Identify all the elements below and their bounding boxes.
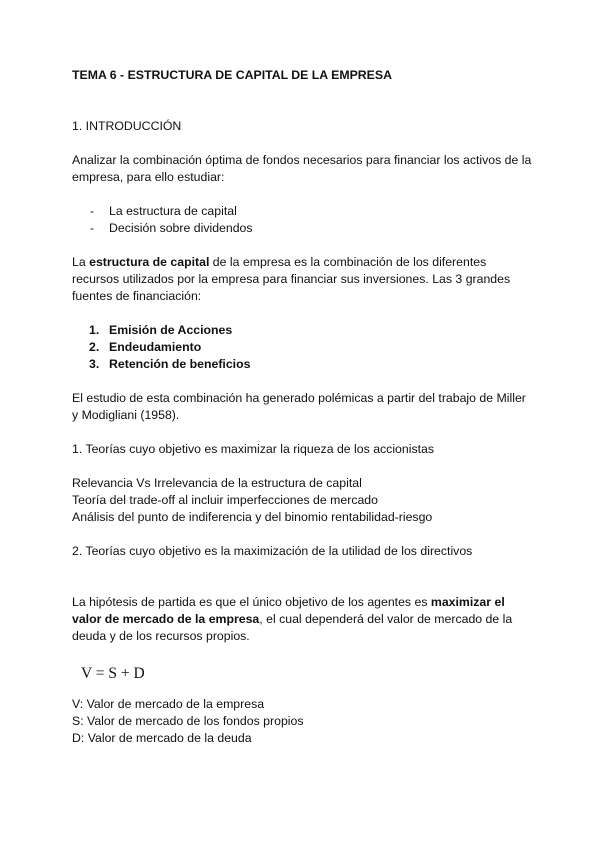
theory-1-item: Análisis del punto de indiferencia y del binomio rentabilidad-riesgo — [72, 510, 433, 524]
intro-paragraph: Analizar la combinación óptima de fondos necesarios para financiar los activos de la empresa, para ello estudiar: — [72, 153, 532, 184]
study-paragraph: El estudio de esta combinación ha generado polémicas a partir del trabajo de Miller y Modigliani (1958). — [72, 391, 526, 422]
funding-source-item — [72, 339, 532, 356]
study-list — [72, 203, 532, 237]
document-title: TEMA 6 - ESTRUCTURA DE CAPITAL DE LA EMPRESA — [72, 68, 392, 82]
definition-text-pre: La — [72, 255, 90, 269]
funding-source-item — [72, 322, 532, 339]
hypothesis-text-pre: La hipótesis de partida es que el único objetivo de los agentes es — [72, 595, 431, 609]
definition-item: S: Valor de mercado de los fondos propios — [72, 714, 304, 728]
definition-term: estructura de capital — [89, 255, 210, 269]
hypothesis-text-post: , el cual dependerá del valor de mercado de la deuda y de los recursos propios. — [72, 612, 513, 643]
section-heading-introduccion: 1. INTRODUCCIÓN — [72, 119, 182, 133]
study-list-item: - Decisión sobre dividendos — [72, 220, 532, 237]
document-content — [72, 67, 532, 747]
definition-item: V: Valor de mercado de la empresa — [72, 697, 265, 711]
study-list-item: - La estructura de capital — [72, 203, 532, 220]
funding-source-number: 3. — [89, 357, 100, 371]
funding-source-label: Endeudamiento — [109, 340, 202, 354]
funding-source-number: 2. — [89, 340, 100, 354]
theory-1-item: Relevancia Vs Irrelevancia de la estructura de capital — [72, 476, 362, 490]
theory-1-heading: 1. Teorías cuyo objetivo es maximizar la riqueza de los accionistas — [72, 442, 435, 456]
theory-1-items — [72, 475, 532, 526]
definition-text-post: de la empresa es la combinación de los diferentes recursos utilizados por la empresa para financiar sus inversiones. Las 3 grandes fuentes de financiación: — [72, 255, 511, 303]
theory-2-heading: 2. Teorías cuyo objetivo es la maximización de la utilidad de los directivos — [72, 544, 473, 558]
value-formula: V = S + D — [81, 665, 145, 682]
definition-item: D: Valor de mercado de la deuda — [72, 731, 252, 745]
hypothesis-paragraph — [72, 594, 532, 645]
definition-paragraph — [72, 254, 532, 305]
funding-sources-list — [72, 322, 532, 373]
theory-1-item: Teoría del trade-off al incluir imperfecciones de mercado — [72, 493, 378, 507]
hypothesis-emphasis: maximizar el valor de mercado de la empresa — [72, 595, 505, 626]
funding-source-item — [72, 356, 532, 373]
funding-source-label: Emisión de Acciones — [109, 323, 233, 337]
funding-source-label: Retención de beneficios — [109, 357, 251, 371]
variable-definitions — [72, 696, 532, 747]
funding-source-number: 1. — [89, 323, 100, 337]
